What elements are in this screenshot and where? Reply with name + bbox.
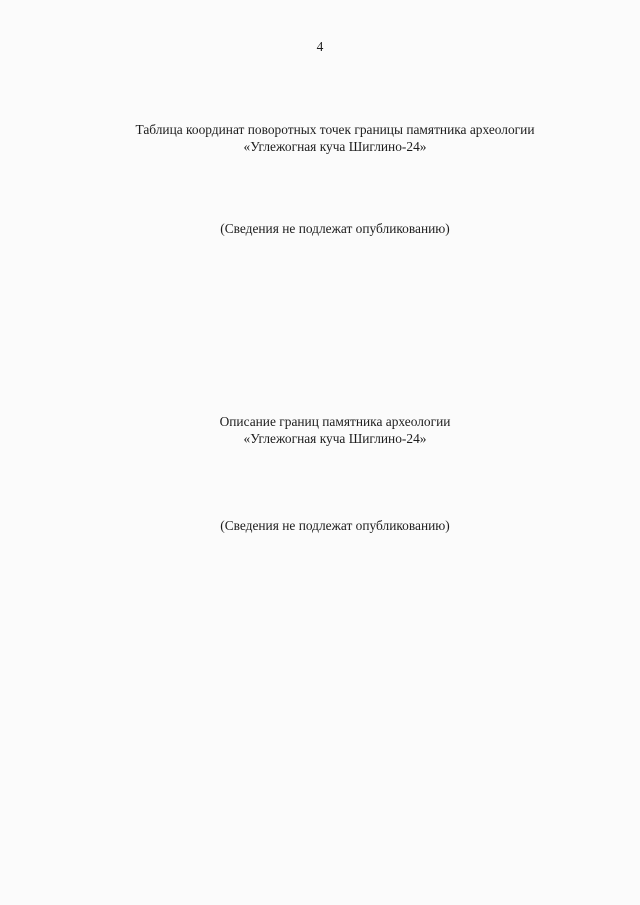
coordinates-confidential-note bbox=[0, 220, 640, 237]
page-number: 4 bbox=[316, 39, 324, 54]
description-confidential-note bbox=[0, 517, 640, 534]
coordinates-title-line-1: Таблица координат поворотных точек границы памятника археологии bbox=[135, 122, 535, 137]
coordinates-table-title bbox=[0, 121, 640, 155]
description-title-line-1: Описание границ памятника археологии bbox=[219, 414, 451, 429]
coordinates-title-line-2: «Углежогная куча Шиглино-24» bbox=[243, 139, 427, 154]
description-title-line-2: «Углежогная куча Шиглино-24» bbox=[243, 431, 427, 446]
coordinates-note-text: (Сведения не подлежат опубликованию) bbox=[220, 221, 450, 236]
boundary-description-title bbox=[0, 413, 640, 447]
description-note-text: (Сведения не подлежат опубликованию) bbox=[220, 518, 450, 533]
